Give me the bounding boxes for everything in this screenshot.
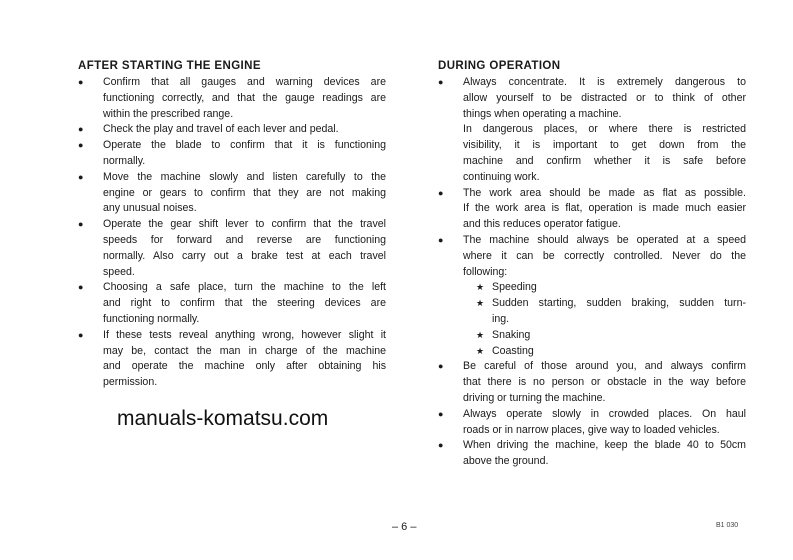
- text-line: roads or in narrow places, give way to loaded vehicles.: [463, 423, 720, 436]
- text-line: within the prescribed range.: [103, 107, 234, 120]
- text-line: Be careful of those around you, and always confirm: [463, 360, 746, 373]
- text-line: normally.: [103, 154, 146, 167]
- list-item: [78, 217, 388, 280]
- text-line: The machine should always be operated at a speed: [463, 233, 746, 246]
- text-line: Sudden starting, sudden braking, sudden turn-: [492, 297, 746, 310]
- text-line: Move the machine slowly and listen carefully to the: [103, 170, 386, 183]
- text-line: and right to confirm that the steering devices are: [103, 297, 386, 310]
- list-item: [438, 186, 748, 233]
- text-line: Operate the blade to confirm that it is functioning: [103, 139, 386, 152]
- bullet-icon: ●: [78, 282, 84, 293]
- text-line: permission.: [103, 376, 158, 389]
- text-line: functioning correctly, and that the gauge readings are: [103, 91, 386, 104]
- star-bullet-icon: ★: [476, 345, 485, 356]
- list-item: [78, 280, 388, 327]
- list-item: [78, 138, 388, 170]
- star-bullet-icon: ★: [476, 298, 485, 309]
- text-line: that there is no person or obstacle in the way before: [463, 376, 746, 389]
- watermark-text: manuals-komatsu.com: [117, 407, 329, 430]
- sub-list-item: [463, 328, 748, 344]
- star-bullet-icon: ★: [476, 329, 485, 340]
- bullet-icon: ●: [78, 329, 84, 340]
- during-operation-section: [438, 58, 748, 470]
- bullet-icon: ●: [78, 124, 84, 135]
- text-line: and operate the machine only after obtaining his: [103, 360, 386, 373]
- text-line: Operate the gear shift lever to confirm that the travel: [103, 218, 386, 231]
- text-line: engine or gears to confirm that they are not making: [103, 186, 386, 199]
- bullet-icon: ●: [438, 187, 444, 198]
- text-line: Speeding: [492, 281, 537, 294]
- sub-list-item: [463, 344, 748, 360]
- text-line: driving or turning the machine.: [463, 391, 606, 404]
- text-line: may be, contact the man in charge of the machine: [103, 344, 386, 357]
- list-item: [438, 407, 748, 439]
- list-item: [438, 233, 748, 359]
- bullet-icon: ●: [438, 77, 444, 87]
- list-item: [78, 328, 388, 391]
- bullet-icon: ●: [438, 361, 444, 372]
- text-line: Always concentrate. It is extremely dangerous to: [463, 76, 746, 88]
- bullet-icon: ●: [78, 219, 84, 230]
- text-line: Confirm that all gauges and warning devices are: [103, 76, 386, 88]
- list-item: [438, 438, 748, 470]
- star-bullet-icon: ★: [476, 282, 485, 293]
- list-item: [78, 75, 388, 122]
- text-line: Coasting: [492, 344, 534, 357]
- list-item: [78, 122, 388, 138]
- text-line: functioning normally.: [103, 312, 200, 325]
- list-item: [438, 75, 748, 186]
- text-line: things when operating a machine.: [463, 107, 622, 120]
- text-line: When driving the machine, keep the blade 40 to 50cm: [463, 439, 746, 452]
- text-line: The work area should be made as flat as possible.: [463, 186, 746, 199]
- after-starting-section: [78, 58, 388, 391]
- bullet-icon: ●: [78, 140, 84, 151]
- text-line: above the ground.: [463, 455, 549, 468]
- text-line: any unusual noises.: [103, 202, 197, 215]
- text-line: allow yourself to be distracted or to think of other: [463, 91, 746, 104]
- section-heading: AFTER STARTING THE ENGINE: [78, 60, 261, 72]
- text-line: continuing work.: [463, 170, 540, 183]
- text-line: Check the play and travel of each lever and pedal.: [103, 123, 339, 136]
- document-code: B1 030: [716, 522, 739, 529]
- text-line: machine and confirm whether it is safe before: [463, 154, 746, 167]
- text-line: Snaking: [492, 328, 531, 341]
- bullet-icon: ●: [78, 171, 84, 182]
- bullet-list: [438, 75, 748, 470]
- sub-list-item: [463, 296, 748, 328]
- list-item: [438, 359, 748, 406]
- text-line: and this reduces operator fatigue.: [463, 218, 621, 231]
- text-line: In dangerous places, or where there is restricted: [463, 123, 746, 136]
- bullet-icon: ●: [438, 440, 444, 451]
- text-line: If these tests reveal anything wrong, however slight it: [103, 328, 386, 341]
- text-line: normally. Also carry out a brake test at each travel: [103, 249, 386, 262]
- text-line: Always operate slowly in crowded places. On haul: [463, 407, 746, 420]
- list-item: [78, 170, 388, 217]
- bullet-icon: ●: [78, 77, 84, 87]
- bullet-list: [78, 75, 388, 391]
- section-heading: DURING OPERATION: [438, 60, 561, 72]
- text-line: following:: [463, 265, 508, 278]
- text-line: ing.: [492, 312, 510, 325]
- text-line: If the work area is flat, operation is made much easier: [463, 202, 746, 215]
- bullet-icon: ●: [438, 234, 444, 245]
- page-number: – 6 –: [392, 521, 417, 533]
- text-line: visibility, it is important to get down from the: [463, 139, 746, 152]
- sub-list-item: [463, 280, 748, 296]
- text-line: Choosing a safe place, turn the machine to the left: [103, 281, 386, 294]
- text-line: where it can be correctly controlled. Never do the: [463, 249, 746, 262]
- bullet-icon: ●: [438, 408, 444, 419]
- text-line: speeds for forward and reverse are functioning: [103, 233, 386, 246]
- text-line: speed.: [103, 265, 135, 278]
